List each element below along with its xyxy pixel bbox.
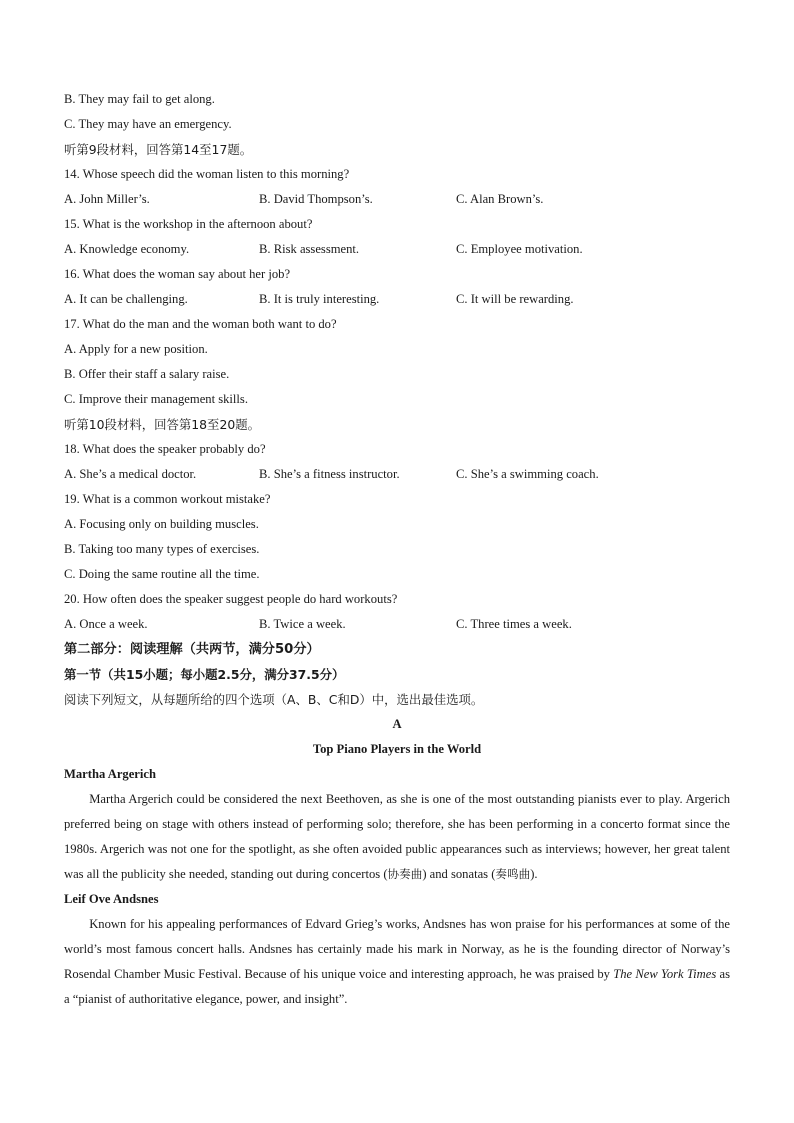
option-c: C. Three times a week. <box>456 617 572 631</box>
options-row <box>64 187 730 212</box>
option-c: C. She’s a swimming coach. <box>456 467 599 481</box>
option-c: C. It will be rewarding. <box>456 292 574 306</box>
option-a: A. She’s a medical doctor. <box>64 467 197 481</box>
exam-page <box>64 87 730 1012</box>
section-header: 听第10段材料，回答第18至20题。 <box>64 417 260 432</box>
passage-letter: A <box>392 717 402 731</box>
option-line: B. They may fail to get along. <box>64 92 215 106</box>
option-a: A. Apply for a new position. <box>64 342 208 356</box>
pianist-name: Leif Ove Andsnes <box>64 892 159 906</box>
option-b: B. It is truly interesting. <box>259 292 380 306</box>
option-b: B. She’s a fitness instructor. <box>259 467 400 481</box>
question-stem: 20. How often does the speaker suggest people do hard workouts? <box>64 592 398 606</box>
passage-title: Top Piano Players in the World <box>312 742 482 756</box>
option-b: B. Offer their staff a salary raise. <box>64 367 230 381</box>
option-a: A. It can be challenging. <box>64 292 188 306</box>
pianist-name: Martha Argerich <box>64 767 156 781</box>
instruction: 阅读下列短文，从每题所给的四个选项（A、B、C和D）中，选出最佳选项。 <box>64 692 484 707</box>
option-c: C. Doing the same routine all the time. <box>64 567 260 581</box>
option-c: C. Alan Brown’s. <box>456 192 544 206</box>
option-a: A. Focusing only on building muscles. <box>64 517 259 531</box>
option-c: C. Improve their management skills. <box>64 392 248 406</box>
option-c: C. Employee motivation. <box>456 242 583 256</box>
option-b: B. David Thompson’s. <box>259 192 373 206</box>
options-row <box>64 237 730 262</box>
option-line: C. They may have an emergency. <box>64 117 232 131</box>
section-header: 听第9段材料，回答第14至17题。 <box>64 142 253 157</box>
option-b: B. Twice a week. <box>259 617 346 631</box>
question-stem: 14. Whose speech did the woman listen to this morning? <box>64 167 350 181</box>
option-b: B. Risk assessment. <box>259 242 360 256</box>
option-a: A. Knowledge economy. <box>64 242 190 256</box>
options-row <box>64 462 730 487</box>
option-a: A. John Miller’s. <box>64 192 150 206</box>
question-stem: 18. What does the speaker probably do? <box>64 442 266 456</box>
question-stem: 15. What is the workshop in the afternoon about? <box>64 217 313 231</box>
question-stem: 19. What is a common workout mistake? <box>64 492 271 506</box>
options-row <box>64 612 730 637</box>
option-a: A. Once a week. <box>64 617 148 631</box>
question-stem: 16. What does the woman say about her job? <box>64 267 291 281</box>
question-stem: 17. What do the man and the woman both want to do? <box>64 317 337 331</box>
pianist-paragraph: Known for his appealing performances of Edvard Grieg’s works, Andsnes has won praise for his performances at some of the world’s most famous concert halls. Andsnes has certainly made his mark in Norway, as he is the founding director of Norway’s Rosendal Chamber Music Festival. Because of his unique voice and interesting approach, he was praised by The New York Times as a “pianist of authoritative elegance, power, and insight”. <box>64 917 731 1006</box>
options-row <box>64 287 730 312</box>
part-title: 第二部分：阅读理解（共两节，满分50分） <box>64 642 320 657</box>
pianist-paragraph: Martha Argerich could be considered the next Beethoven, as she is one of the most outstanding pianists ever to play. Argerich preferred being on stage with others instead of performing solo; therefore, she has been performing in a concerto format since the 1980s. Argerich was not one for the spotlight, as she often avoided public appearances such as interviews; however, her great talent was all the publicity she needed, standing out during concertos (协奏曲) and sonatas (奏鸣曲). <box>64 792 730 881</box>
option-b: B. Taking too many types of exercises. <box>64 542 260 556</box>
section-title: 第一节（共15小题；每小题2.5分，满分37.5分） <box>64 667 345 682</box>
